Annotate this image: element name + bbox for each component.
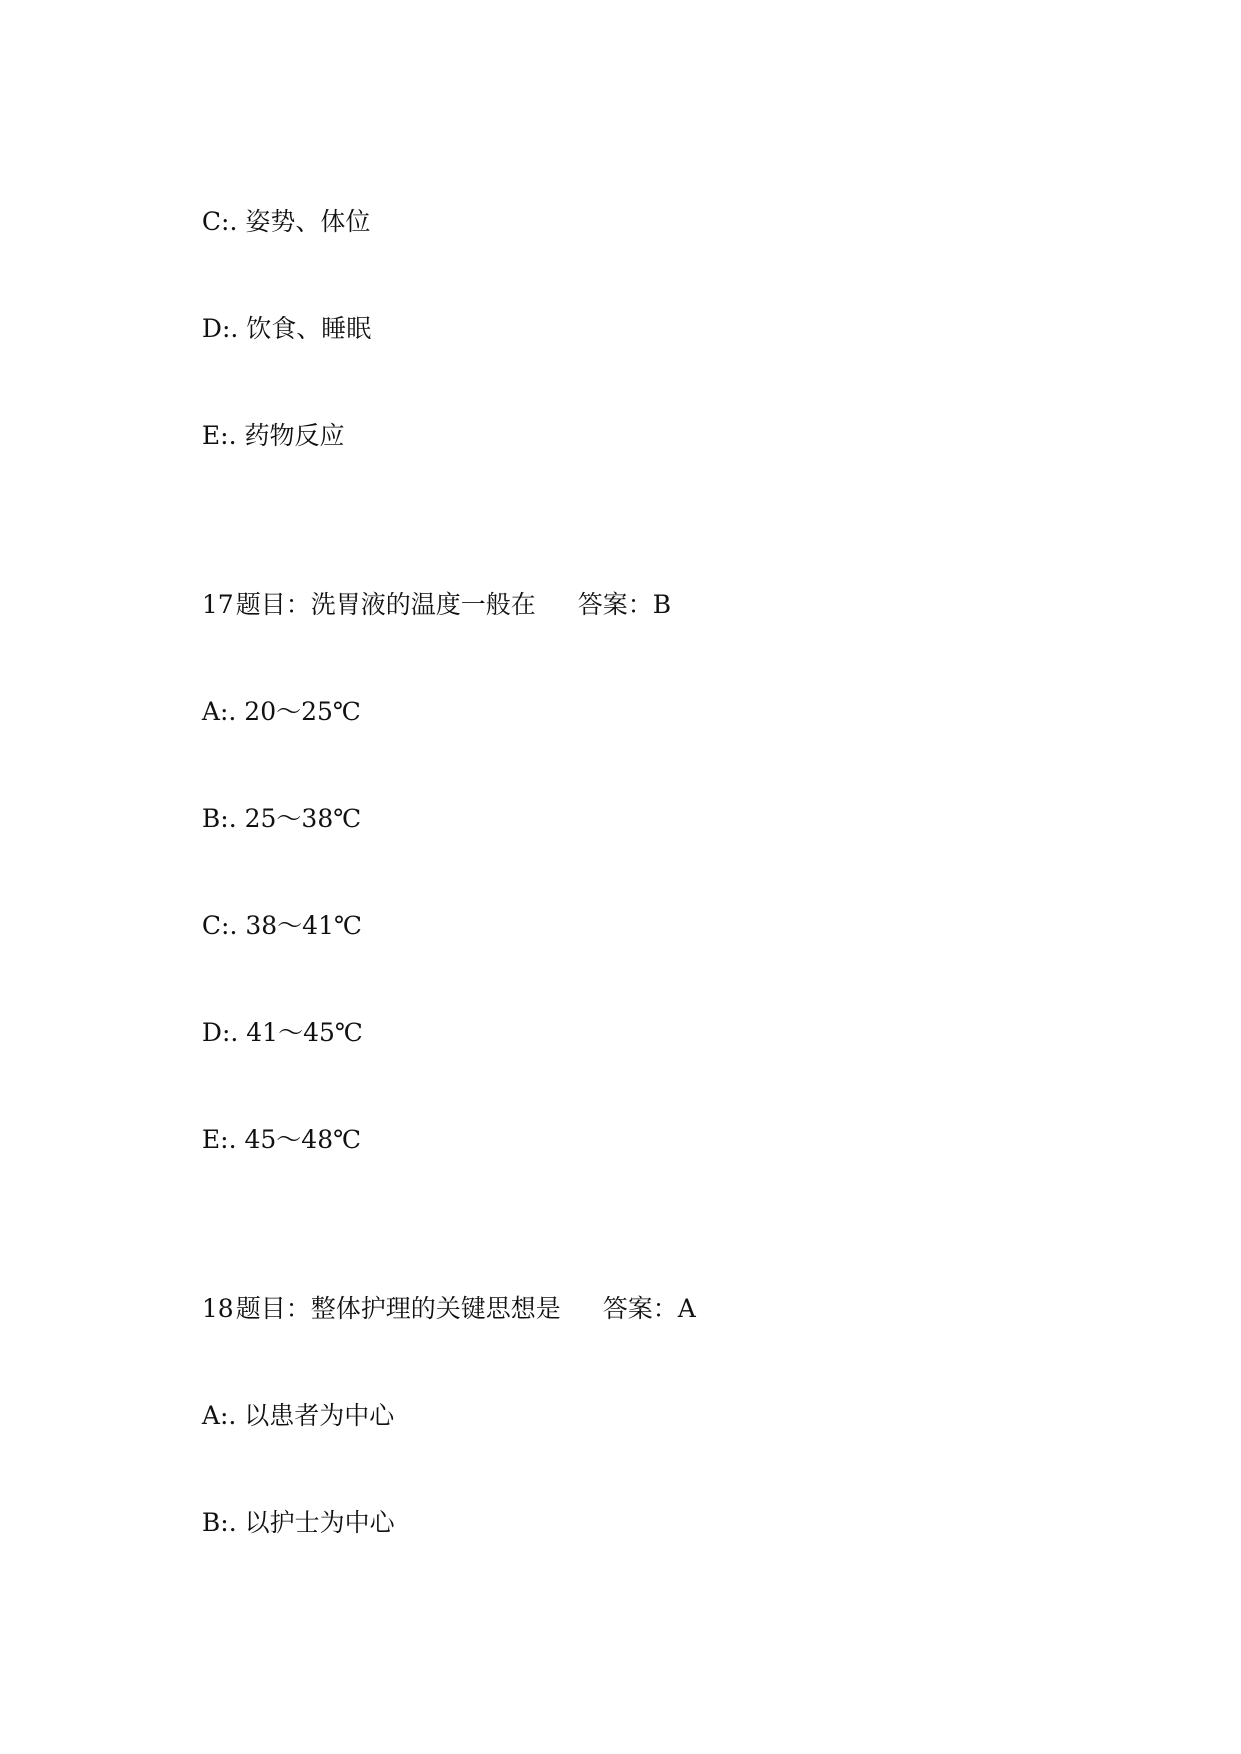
option-line xyxy=(186,985,363,1049)
question-number: 18 xyxy=(201,1294,234,1323)
option-label: D:. xyxy=(201,314,239,343)
option-text: 41～45℃ xyxy=(246,1018,363,1047)
option-line xyxy=(186,878,362,942)
option-text: 以患者为中心 xyxy=(244,1401,395,1430)
option-text: 饮食、睡眠 xyxy=(246,314,372,343)
option-text: 以护士为中心 xyxy=(244,1508,395,1537)
question-prompt: 题目：洗胃液的温度一般在 xyxy=(235,590,536,619)
option-label: A:. xyxy=(201,1401,237,1430)
option-line xyxy=(186,1368,394,1432)
option-line xyxy=(186,1092,361,1156)
option-text: 姿势、体位 xyxy=(245,207,371,236)
option-label: E:. xyxy=(201,1125,237,1154)
question-heading xyxy=(186,557,671,621)
option-label: C:. xyxy=(201,911,238,940)
option-label: B:. xyxy=(201,804,237,833)
option-label: B:. xyxy=(201,1508,237,1537)
option-line xyxy=(186,1475,395,1539)
option-label: E:. xyxy=(201,421,237,450)
option-line xyxy=(186,664,361,728)
option-line xyxy=(186,388,345,452)
question-answer: 答案：A xyxy=(602,1294,696,1323)
option-label: D:. xyxy=(201,1018,239,1047)
option-text: 38～41℃ xyxy=(245,911,362,940)
option-line xyxy=(186,174,370,238)
question-prompt: 题目：整体护理的关键思想是 xyxy=(235,1294,561,1323)
question-number: 17 xyxy=(201,590,234,619)
option-text: 药物反应 xyxy=(244,421,345,450)
option-text: 25～38℃ xyxy=(244,804,362,833)
option-label: A:. xyxy=(201,697,237,726)
option-line xyxy=(186,771,361,835)
option-text: 45～48℃ xyxy=(244,1125,362,1154)
option-text: 20～25℃ xyxy=(244,697,361,726)
question-heading xyxy=(186,1261,696,1325)
option-line xyxy=(186,281,371,345)
option-label: C:. xyxy=(201,207,238,236)
question-answer: 答案：B xyxy=(577,590,672,619)
